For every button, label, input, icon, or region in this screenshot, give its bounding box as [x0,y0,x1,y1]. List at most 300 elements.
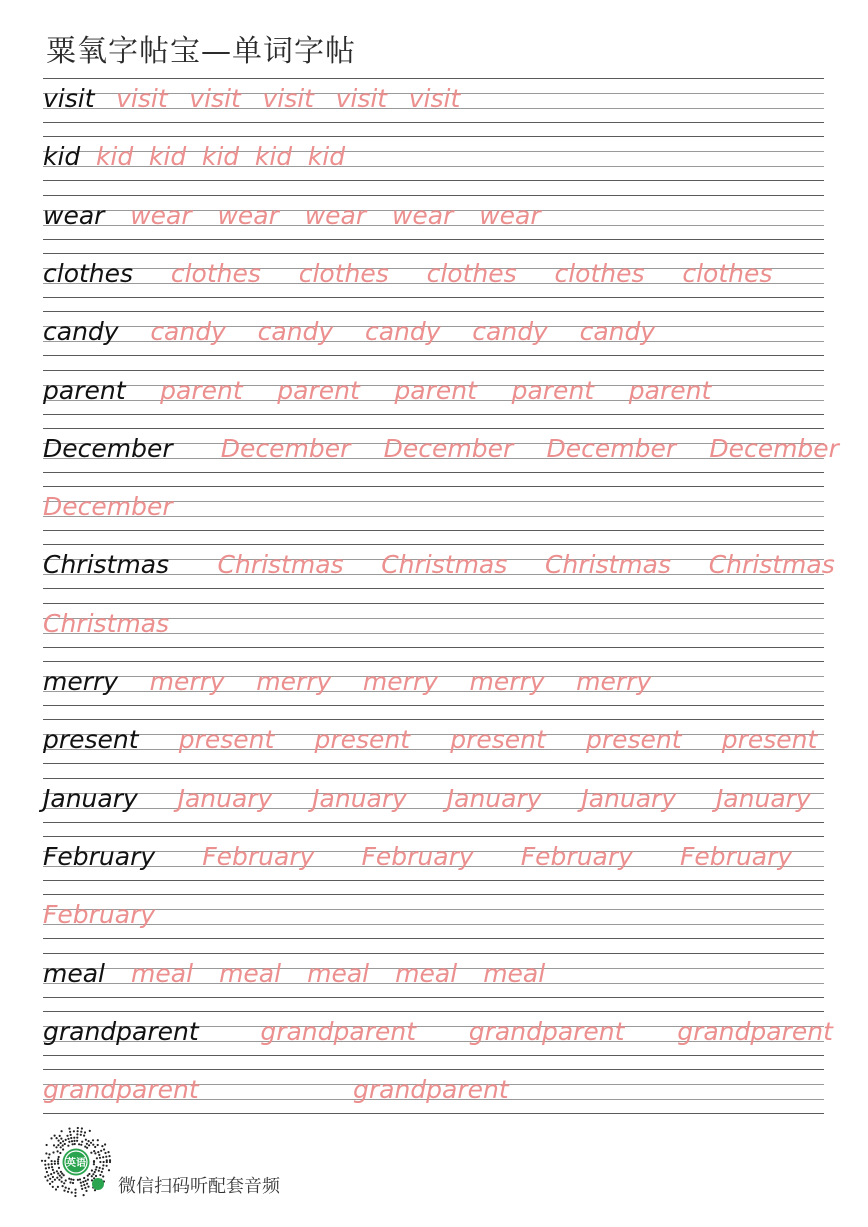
qr-dot [86,1147,88,1149]
mini-program-icon [92,1178,104,1190]
word-trace: December [220,434,351,463]
word-trace: clothes [298,259,389,288]
qr-dot [89,1130,91,1132]
word-trace: kid [254,142,293,171]
word-trace: clothes [554,259,645,288]
qr-dot [102,1175,104,1177]
practice-row [43,661,824,705]
qr-dot [85,1139,87,1141]
qr-dot [60,1142,62,1144]
word-trace: meal [219,959,282,988]
qr-dot [103,1161,105,1163]
qr-dot [92,1139,94,1141]
qr-dot [62,1140,64,1142]
word-trace: wear [130,201,192,230]
word-trace: wear [479,201,541,230]
qr-dot [91,1169,93,1171]
qr-dot [85,1180,87,1182]
qr-dot [102,1156,104,1158]
qr-dot [108,1155,110,1157]
qr-dot [59,1175,61,1177]
word-trace: visit [116,84,168,113]
qr-dot [68,1178,70,1180]
word-trace: February [43,900,156,929]
qr-dot [97,1151,99,1153]
qr-dot [76,1137,78,1139]
qr-dot [54,1160,56,1162]
qr-dot [90,1142,92,1144]
qr-dot [108,1169,110,1171]
word-sample: grandparent [43,1017,199,1046]
qr-dot [49,1183,51,1185]
word-trace: visit [262,84,314,113]
qr-dot [74,1189,76,1191]
qr-dot [68,1141,70,1143]
qr-dot [84,1187,86,1189]
practice-row [43,1069,824,1113]
qr-dot [98,1154,100,1156]
word-trace: January [581,784,677,813]
qr-dot [63,1182,65,1184]
qr-dot [58,1167,60,1169]
guide-line [43,78,824,79]
qr-dot [51,1166,53,1168]
qr-dot [67,1138,69,1140]
guide-line [43,414,824,415]
word-trace: Christmas [217,550,344,579]
qr-dot [57,1144,59,1146]
qr-dot [77,1127,79,1129]
qr-dot [97,1139,99,1141]
qr-dot [51,1163,53,1165]
word-trace: February [202,842,315,871]
guide-line [43,705,824,706]
qr-dot [67,1145,69,1147]
guide-line [43,195,824,196]
word-trace: candy [472,317,548,346]
qr-dot [60,1138,62,1140]
word-trace: Christmas [43,609,170,638]
qr-dot [87,1186,89,1188]
word-sample: visit [43,84,95,113]
word-trace: parent [277,376,360,405]
practice-row [43,311,824,355]
qr-dot [88,1173,90,1175]
qr-dot [99,1167,101,1169]
guide-line [43,180,824,181]
qr-dot [92,1144,94,1146]
practice-row [43,486,824,530]
qr-dot [57,1172,59,1174]
qr-dot [99,1174,101,1176]
qr-dot [94,1152,96,1154]
word-trace: present [178,725,275,754]
qr-dot [46,1171,48,1173]
guide-line [43,909,824,910]
practice-row [43,544,835,588]
qr-dot [70,1137,72,1139]
guide-line [43,763,824,764]
qr-dot [85,1190,87,1192]
qr-dot [95,1175,97,1177]
qr-dot [87,1175,89,1177]
guide-line [43,793,824,794]
page-title: 粟氧字帖宝—单词字帖 [46,34,356,69]
word-trace: candy [257,317,334,346]
qr-dot [52,1176,54,1178]
qr-dot [80,1144,82,1146]
word-trace: parent [628,376,712,405]
qr-dot [100,1150,102,1152]
qr-dot [91,1175,93,1177]
qr-dot [49,1178,51,1180]
guide-line [43,1011,824,1012]
qr-dot [90,1152,92,1154]
qr-dot [68,1188,70,1190]
word-trace: February [361,842,474,871]
qr-badge-label: 英语 [66,1158,86,1169]
word-trace: candy [364,317,441,346]
qr-dot [52,1151,54,1153]
qr-dot [99,1157,101,1159]
qr-dot [55,1188,57,1190]
qr-dot [92,1173,94,1175]
qr-dot [93,1150,95,1152]
qr-dot [52,1169,54,1171]
qr-dot [74,1143,76,1145]
qr-dot [80,1185,82,1187]
qr-dot [48,1153,50,1155]
qr-dot [99,1161,101,1163]
qr-dot [81,1127,83,1129]
qr-dot [56,1177,58,1179]
qr-dot [88,1140,90,1142]
qr-dot [80,1134,82,1136]
guide-line [43,370,824,371]
word-trace: Christmas [708,550,835,579]
qr-dot [101,1145,103,1147]
qr-dot [56,1137,58,1139]
word-trace: Christmas [381,550,508,579]
qr-dot [83,1135,85,1137]
qr-dot [77,1179,79,1181]
word-trace: clothes [170,259,261,288]
word-trace: meal [131,959,194,988]
word-trace: meal [395,959,458,988]
qr-dot [67,1191,69,1193]
guide-line [43,253,824,254]
qr-dot [77,1130,79,1132]
qr-dot [62,1185,64,1187]
guide-line [43,530,824,531]
word-trace: present [314,725,411,754]
qr-dot [50,1173,52,1175]
qr-dot [59,1135,61,1137]
qr-dot [65,1179,67,1181]
word-trace: December [383,434,514,463]
word-trace: candy [150,317,226,346]
qr-dot [54,1179,56,1181]
qr-dot [104,1152,106,1154]
guide-line [43,778,824,779]
qr-dot [76,1133,78,1135]
qr-dot [50,1137,52,1139]
word-trace: candy [579,317,656,346]
qr-caption: 微信扫码听配套音频 [118,1176,280,1197]
qr-dot [81,1141,83,1143]
qr-dot [84,1131,86,1133]
qr-dot [51,1160,53,1162]
qr-code-icon[interactable] [40,1126,112,1198]
qr-dot [94,1146,96,1148]
qr-dot [57,1150,59,1152]
guide-line [43,734,824,735]
qr-dot [102,1168,104,1170]
qr-dot [54,1163,56,1165]
word-trace: merry [149,667,225,696]
qr-dot [66,1135,68,1137]
word-trace: January [177,784,273,813]
qr-dot [97,1144,99,1146]
word-sample: clothes [43,259,134,288]
qr-dot [96,1157,98,1159]
qr-dot [61,1181,63,1183]
qr-dot [44,1160,46,1162]
qr-dot [80,1131,82,1133]
qr-dot [51,1181,53,1183]
qr-dot [56,1170,58,1172]
guide-line [43,311,824,312]
word-trace: kid [201,142,240,171]
word-trace: visit [408,84,461,113]
qr-dot [83,1184,85,1186]
guide-line [43,808,824,809]
word-trace: wear [217,201,279,230]
qr-dot [81,1188,83,1190]
qr-dot [45,1167,47,1169]
guide-line [43,894,824,895]
qr-dot [76,1140,78,1142]
practice-row [43,253,824,297]
qr-dot [41,1160,43,1162]
guide-line [43,953,824,954]
word-trace: parent [160,376,243,405]
guide-line [43,136,824,137]
practice-row [43,428,839,472]
word-sample: wear [43,201,105,230]
qr-dot [57,1186,59,1188]
guide-line [43,822,824,823]
guide-line [43,297,824,298]
guide-line [43,749,824,750]
guide-line [43,1055,824,1056]
qr-dot [94,1171,96,1173]
qr-dot [48,1167,50,1169]
qr-dot [59,1152,61,1154]
word-trace: merry [576,667,652,696]
qr-dot [64,1143,66,1145]
qr-dot [60,1146,62,1148]
guide-line [43,486,824,487]
practice-row [43,603,824,647]
qr-dot [61,1130,63,1132]
practice-row [43,719,824,763]
word-trace: parent [394,376,477,405]
word-sample: January [43,784,138,813]
qr-dot [53,1172,55,1174]
qr-dot [87,1179,89,1181]
word-trace: visit [335,84,388,113]
practice-row [43,78,824,122]
word-trace: December [709,434,839,463]
qr-dot [106,1159,108,1161]
qr-dot [88,1144,90,1146]
qr-dot [105,1156,107,1158]
qr-dot [106,1165,108,1167]
word-sample: candy [43,317,119,346]
qr-dot [57,1158,59,1160]
guide-line [43,647,824,648]
word-trace: present [721,725,818,754]
word-trace: February [520,842,633,871]
qr-dot [44,1176,46,1178]
word-trace: clothes [682,259,773,288]
word-trace: merry [469,667,545,696]
qr-dot [53,1144,55,1146]
qr-dot [72,1143,74,1145]
guide-line [43,938,824,939]
qr-dot [93,1163,95,1165]
guide-line [43,472,824,473]
guide-line [43,661,824,662]
word-trace: parent [511,376,595,405]
word-trace: January [715,784,811,813]
word-trace: grandparent [677,1017,833,1046]
word-trace: December [546,434,677,463]
word-trace: merry [256,667,332,696]
qr-dot [73,1140,75,1142]
qr-dot [70,1178,72,1180]
qr-dot [57,1163,59,1165]
qr-dot [60,1171,62,1173]
word-trace: grandparent [43,1075,199,1104]
guide-line [43,836,824,837]
practice-row [43,136,824,180]
word-trace: kid [148,142,187,171]
word-trace: grandparent [260,1017,417,1046]
qr-dot [65,1139,67,1141]
qr-dot [60,1176,62,1178]
word-sample: parent [43,376,126,405]
word-trace: wear [304,201,367,230]
qr-dot [45,1152,47,1154]
qr-dot [78,1143,80,1145]
qr-dot [73,1137,75,1139]
qr-dot [102,1164,104,1166]
word-trace: grandparent [468,1017,625,1046]
qr-dot [71,1191,73,1193]
qr-dot [58,1179,60,1181]
practice-row [43,1011,833,1055]
guide-line [43,924,824,925]
qr-dot [48,1157,50,1159]
word-trace: December [43,492,173,521]
qr-dot [83,1177,85,1179]
qr-dot [93,1160,95,1162]
word-sample: merry [43,667,119,696]
word-sample: present [43,725,139,754]
word-trace: present [585,725,682,754]
qr-dot [58,1156,60,1158]
guide-line [43,880,824,881]
qr-dot [69,1181,71,1183]
word-trace: merry [362,667,438,696]
qr-dot [104,1143,106,1145]
qr-dot [95,1169,97,1171]
qr-dot [82,1181,84,1183]
qr-dot [63,1190,65,1192]
word-sample: meal [43,959,105,988]
practice-row [43,370,824,414]
qr-dot [101,1171,103,1173]
guide-line [43,719,824,720]
qr-dot [47,1163,49,1165]
practice-row [43,195,824,239]
word-trace: present [450,725,546,754]
guide-line [43,997,824,998]
qr-dot [47,1174,49,1176]
word-trace: kid [95,142,134,171]
guide-line [43,122,824,123]
qr-dot [74,1192,76,1194]
guide-line [43,544,824,545]
qr-dot [74,1195,76,1197]
word-trace: clothes [426,259,517,288]
practice-row [43,778,824,822]
qr-dot [62,1148,64,1150]
qr-dot [55,1146,57,1148]
qr-dot [72,1182,74,1184]
qr-dot [103,1148,105,1150]
qr-dot [80,1182,82,1184]
practice-row [43,894,824,938]
qr-dot [109,1159,111,1161]
qr-dot [65,1187,67,1189]
qr-dot [86,1183,88,1185]
word-trace: visit [189,84,241,113]
qr-dot [68,1128,70,1130]
word-trace: February [680,842,793,871]
qr-dot [84,1146,86,1148]
practice-row [43,953,824,997]
word-trace: grandparent [353,1075,509,1104]
qr-dot [72,1179,74,1181]
word-trace: January [446,784,542,813]
guide-line [43,603,824,604]
guide-line [43,428,824,429]
guide-line [43,588,824,589]
qr-dot [57,1160,59,1162]
word-trace: wear [391,201,454,230]
qr-dot [58,1140,60,1142]
word-trace: meal [307,959,370,988]
qr-dot [70,1134,72,1136]
qr-dot [62,1144,64,1146]
guide-line [43,355,824,356]
qr-dot [63,1174,65,1176]
qr-dot [79,1178,81,1180]
qr-dot [46,1144,48,1146]
